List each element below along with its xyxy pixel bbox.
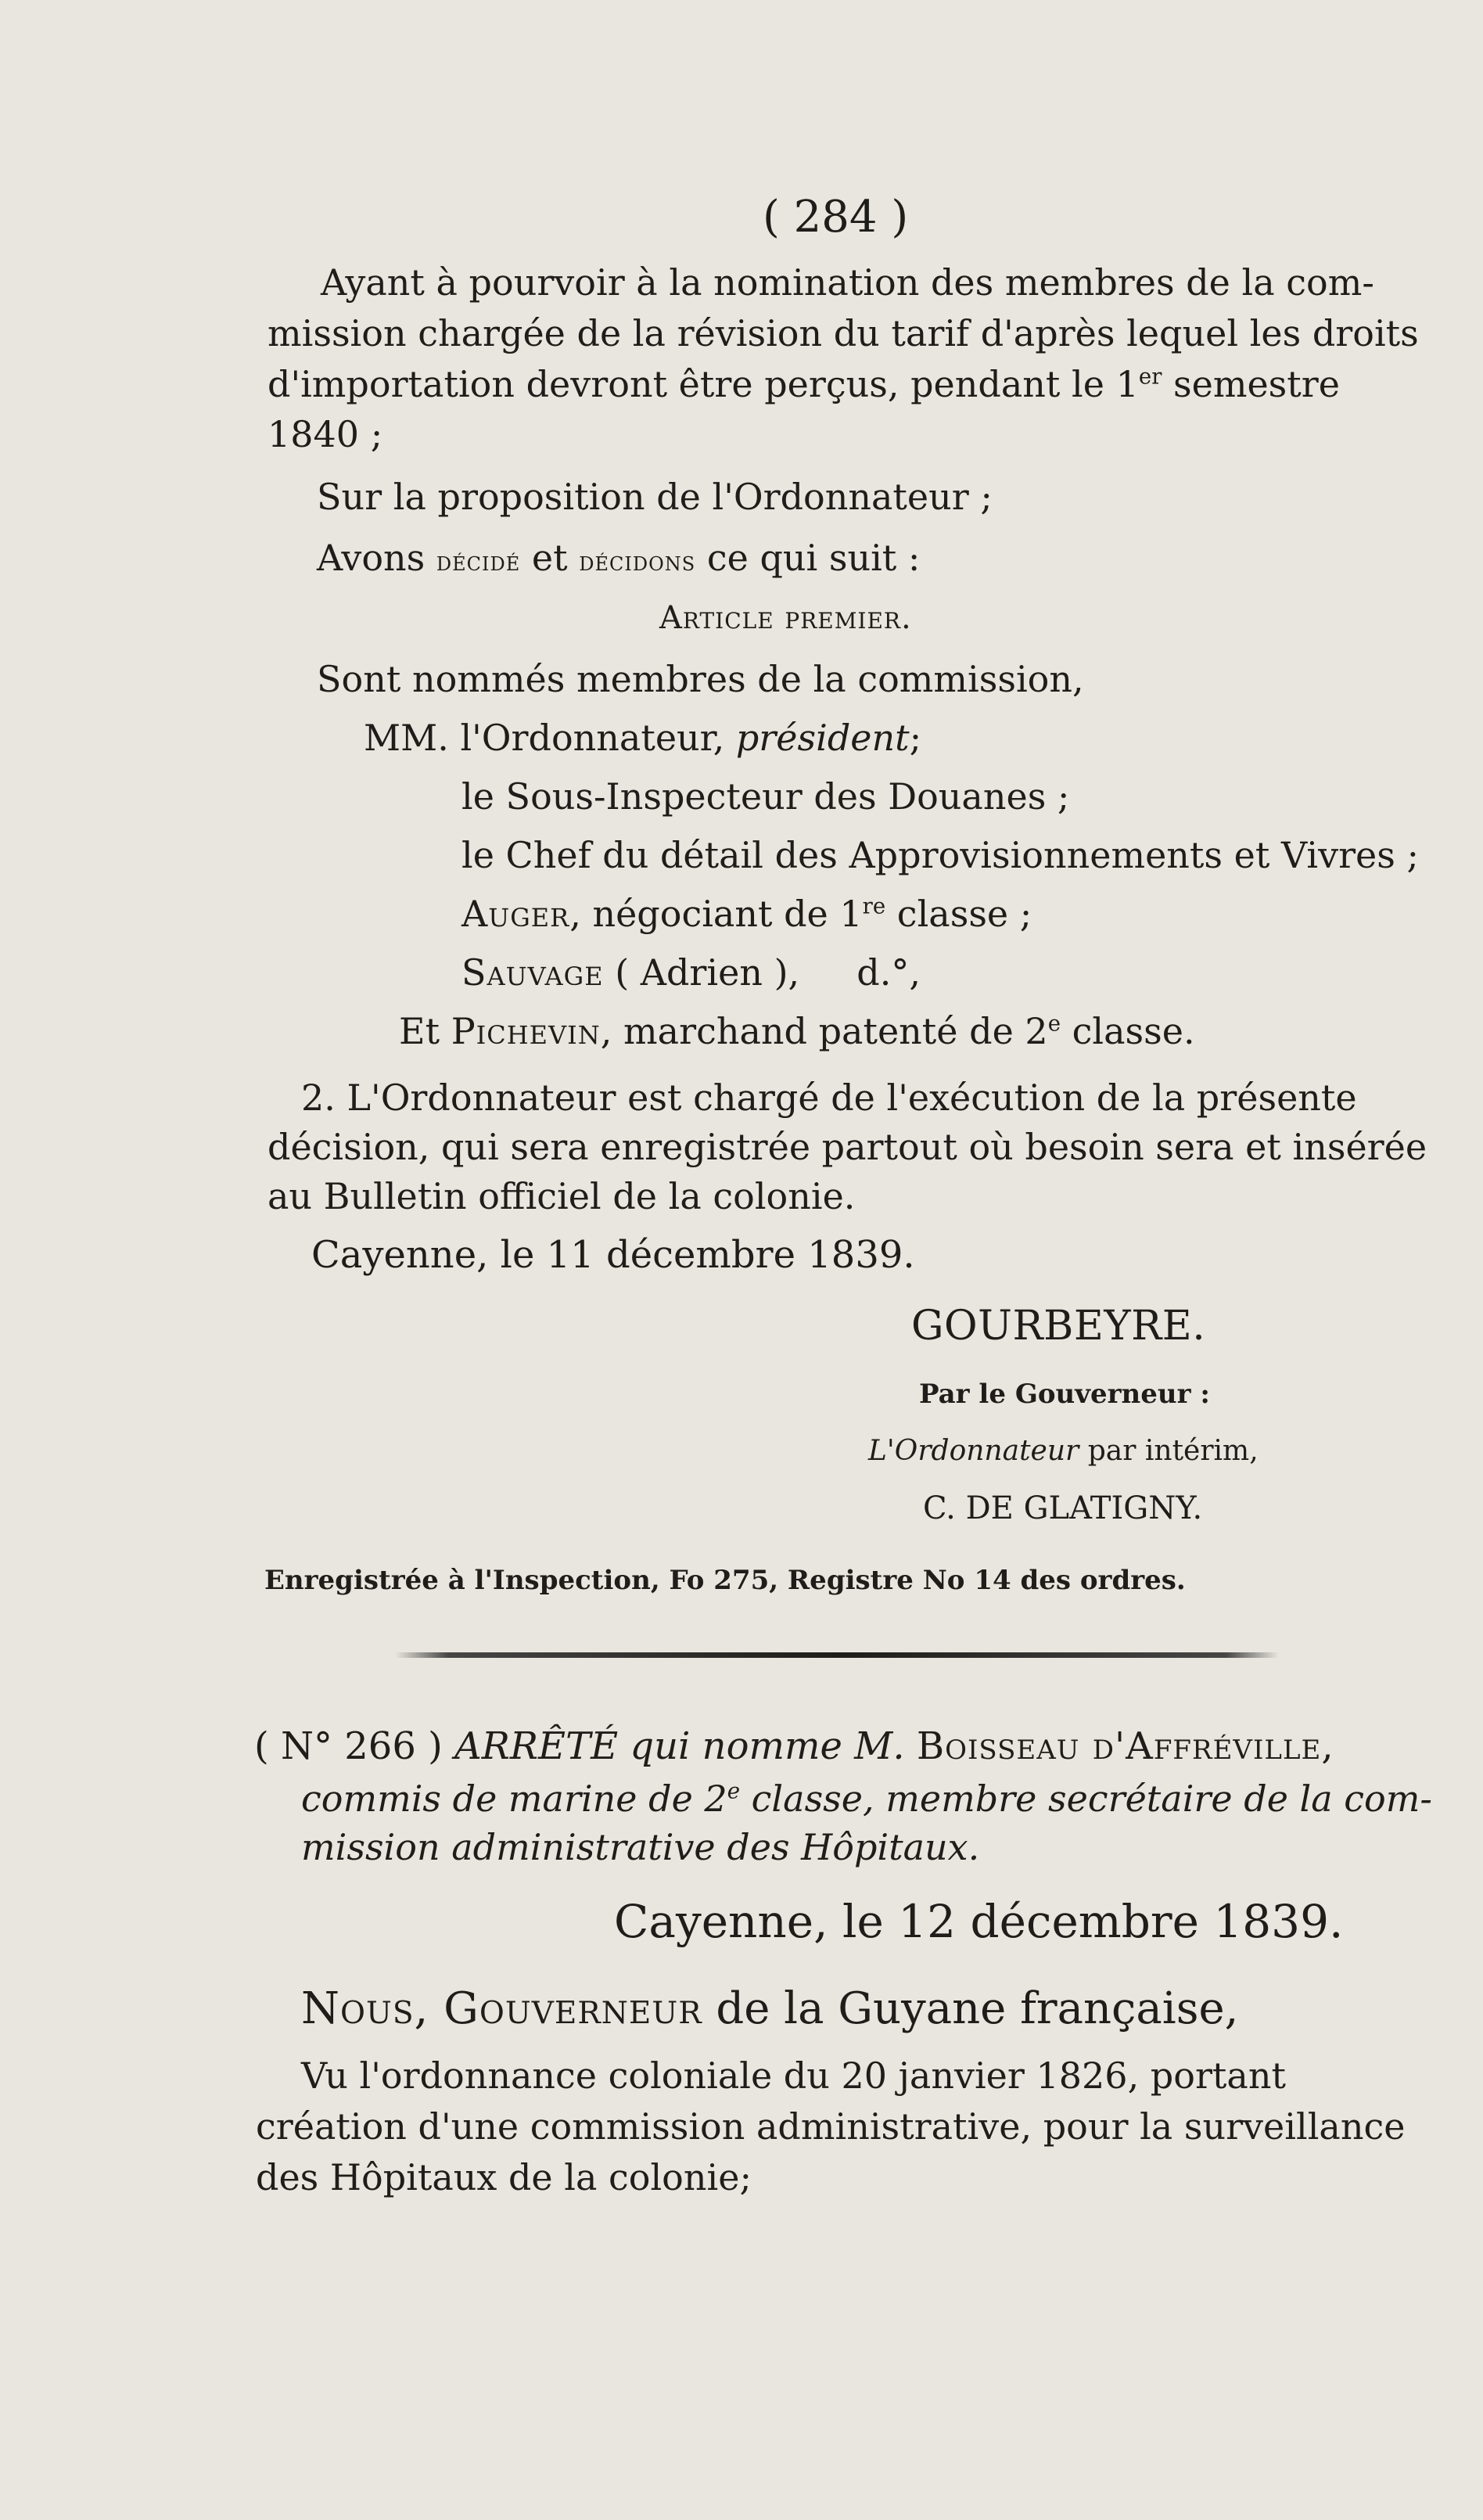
vu-line-3: des Hôpitaux de la colonie; — [256, 2156, 752, 2198]
par-gouverneur: Par le Gouverneur : — [919, 1379, 1210, 1410]
semestre-word: semestre — [1173, 363, 1340, 405]
article2-line-2: décision, qui sera enregistrée partout où besoin sera et insérée — [268, 1126, 1427, 1168]
intro-line-2: mission chargée de la révision du tarif d'après lequel les droits — [268, 312, 1419, 354]
vu-line-1: Vu l'ordonnance coloniale du 20 janvier 1826, portant — [301, 2054, 1286, 2097]
arrete-line-3: mission administrative des Hôpitaux. — [301, 1826, 980, 1868]
et-word: et — [531, 537, 568, 579]
member4-name: Auger — [461, 893, 570, 935]
member4-sup: re — [862, 893, 886, 919]
nous-rest: de la Guyane française, — [716, 1983, 1239, 2034]
member5-name: Sauvage — [461, 951, 604, 994]
arrete-title-line — [254, 1724, 1334, 1768]
nous-line — [301, 1983, 1238, 2034]
avons-word: Avons — [317, 537, 426, 579]
member1-role: président — [735, 717, 910, 759]
ordonnateur-word: L'Ordonnateur — [868, 1435, 1079, 1467]
ordonnateur-line — [868, 1435, 1259, 1467]
decision-date: Cayenne, le 11 décembre 1839. — [311, 1233, 915, 1277]
member-line-2: le Sous-Inspecteur des Douanes ; — [461, 775, 1070, 818]
arrete-number: ( N° 266 ) — [254, 1724, 443, 1768]
vu-line-2: création d'une commission administrative, pour la surveillance — [256, 2105, 1406, 2148]
arrete-line-2 — [301, 1778, 1432, 1820]
article2-line-3: au Bulletin officiel de la colonie. — [268, 1175, 856, 1217]
arrete-line2-a: commis de marine de 2 — [301, 1778, 727, 1820]
decide-word: décidé — [436, 546, 521, 577]
arrete-title: ARRÊTÉ qui nomme M. — [454, 1724, 905, 1768]
member-line-6 — [399, 1010, 1195, 1052]
article-heading: Article premier. — [659, 600, 912, 636]
signature: GOURBEYRE. — [911, 1303, 1206, 1350]
avons-line — [317, 537, 921, 579]
arrete-name: Boisseau d'Affréville, — [916, 1724, 1334, 1768]
article2-line-1: 2. L'Ordonnateur est chargé de l'exécution de la présente — [301, 1077, 1357, 1119]
member6-text: , marchand patenté de 2 — [600, 1010, 1048, 1052]
member6-name: Pichevin — [451, 1010, 601, 1052]
member6-end: classe. — [1061, 1010, 1195, 1052]
member6-et: Et — [399, 1010, 440, 1052]
semestre-sup: er — [1138, 363, 1162, 390]
mm-label: MM. — [364, 717, 449, 759]
ce-qui-suit: ce qui suit : — [706, 537, 921, 579]
member-line-4 — [461, 893, 1032, 935]
intro-line-3 — [268, 363, 1340, 405]
member1-title: l'Ordonnateur, — [460, 717, 725, 759]
member6-sup: e — [1047, 1010, 1061, 1037]
nous-gouverneur: Nous, Gouverneur — [301, 1983, 702, 2034]
page-number: ( 284 ) — [763, 192, 909, 243]
member-line-1 — [364, 717, 922, 759]
decidons-word: décidons — [579, 546, 696, 577]
intro-line-4: 1840 ; — [268, 413, 383, 455]
countersign: C. DE GLATIGNY. — [923, 1490, 1203, 1526]
member5-text: ( Adrien ), d.°, — [615, 951, 921, 994]
arrete-date: Cayenne, le 12 décembre 1839. — [614, 1895, 1344, 1948]
member-line-3: le Chef du détail des Approvisionnements et Vivres ; — [461, 834, 1420, 876]
member-line-5 — [461, 951, 921, 994]
member4-end: classe ; — [885, 893, 1032, 935]
arrete-line2-sup: e — [727, 1778, 741, 1804]
intro-line-3-text: d'importation devront être perçus, pendant le — [268, 363, 1104, 405]
registration-line: Enregistrée à l'Inspection, Fo 275, Registre No 14 des ordres. — [264, 1565, 1186, 1596]
par-interim: par intérim, — [1087, 1435, 1259, 1467]
member1-end: ; — [909, 717, 922, 759]
arrete-line2-b: classe, membre secrétaire de la com- — [740, 1778, 1432, 1820]
sont-nommes-line: Sont nommés membres de la commission, — [317, 658, 1084, 700]
section-divider — [395, 1652, 1279, 1658]
semestre-number: 1 — [1115, 363, 1139, 405]
member4-text: , négociant de 1 — [569, 893, 863, 935]
proposition-line: Sur la proposition de l'Ordonnateur ; — [317, 476, 993, 518]
intro-line-1: Ayant à pourvoir à la nomination des membres de la com- — [321, 261, 1374, 304]
